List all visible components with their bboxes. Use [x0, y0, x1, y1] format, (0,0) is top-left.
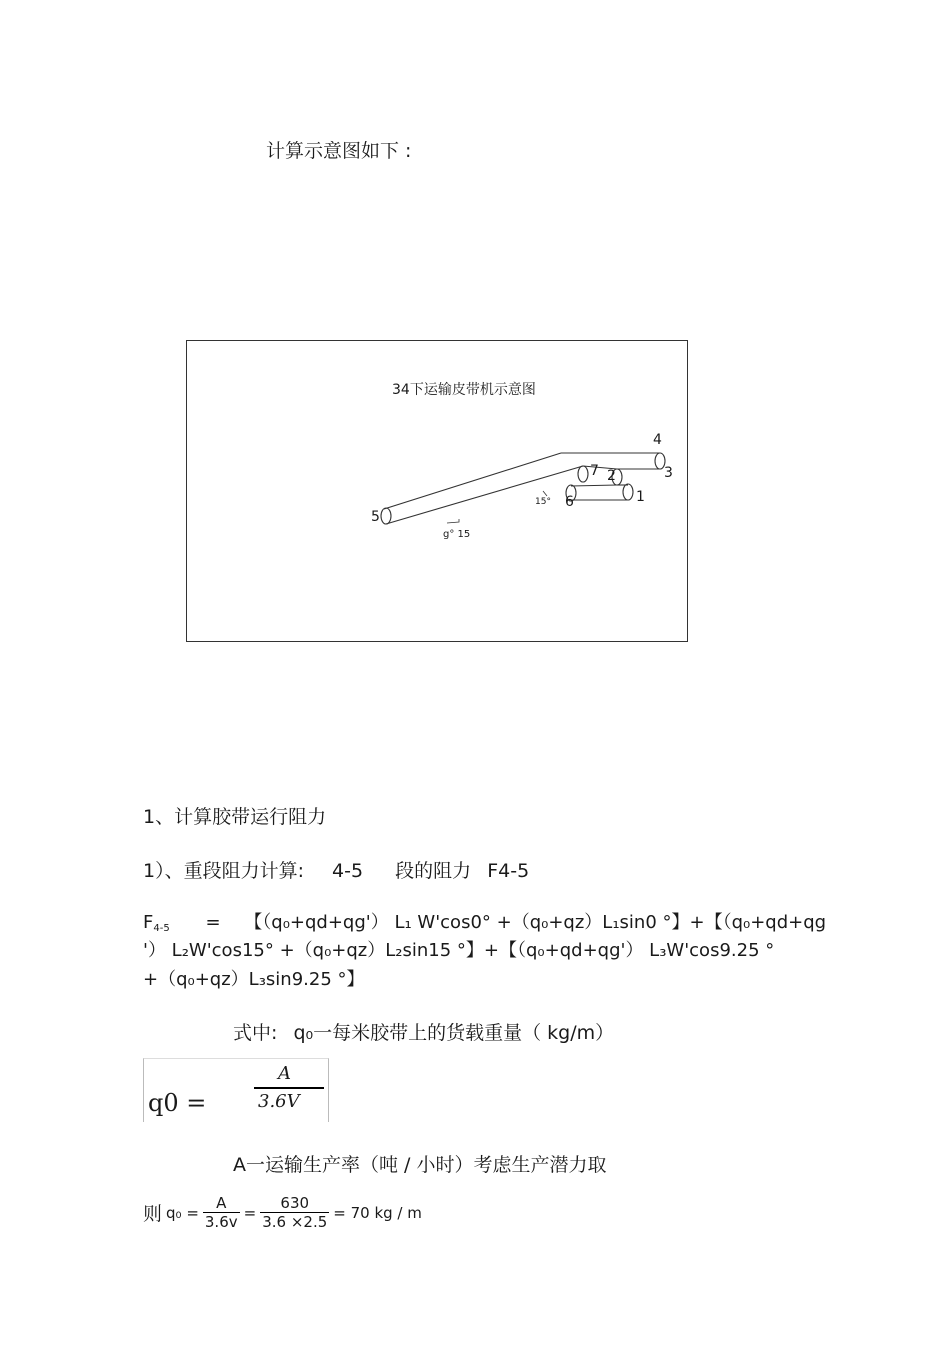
section-1-1-prefix: 1）、重段阻力计算: [143, 860, 304, 882]
calc-f1-num: A [203, 1194, 240, 1213]
section-heading-1: 1、计算胶带运行阻力 [143, 806, 327, 828]
section-1-1-force: F4-5 [487, 860, 530, 882]
q0-formula-num: A [278, 1063, 291, 1084]
section-heading-1-1 [143, 856, 529, 883]
label-4: 4 [653, 432, 662, 448]
pulley-1 [623, 484, 633, 500]
formula-line-2: '） L₂W'cos15° +（q₀+qz）L₂sin15 °】+【（q₀+qd+qg'） L₃W'cos9.25 ° [143, 940, 775, 961]
where-desc: 一每米胶带上的货载重量（ kg/m） [313, 1022, 615, 1044]
label-9-15: g° 15 [443, 529, 471, 540]
where-symbol: q₀ [293, 1022, 314, 1044]
calc-fraction-1 [203, 1194, 240, 1231]
calc-f1-den: 3.6v [204, 1213, 238, 1231]
page-heading: 计算示意图如下 : [266, 140, 412, 162]
section-1-1-seg: 4-5 [332, 860, 364, 882]
formula-line-1: $F_{4-5}$ = 【（q₀+qd+qg'） L₁ W'cos0° +（q₀+qz）L₁sin0 °】+【（q₀+qd+qg [143, 912, 827, 934]
diagram-title: 34下运输皮带机示意图 [392, 382, 536, 398]
belt-lower-line [386, 466, 583, 524]
calc-eq: = [243, 1203, 257, 1222]
formula-line-3: +（q₀+qz）L₃sin9.25 °】 [143, 969, 365, 990]
calc-prefix: 则 [143, 1203, 163, 1225]
formula-line-1-text: 【（q₀+qd+qg'） L₁ W'cos0° +（q₀+qz）L₁sin0 °】+【（q₀+qd+qg [244, 912, 827, 933]
conveyor-diagram [186, 340, 688, 642]
A-description: A一运输生产率（吨 / 小时）考虑生产潜力取 [233, 1154, 607, 1176]
label-2: 2 [607, 468, 616, 484]
label-6: 6 [565, 494, 574, 510]
q0-formula-image [143, 1058, 329, 1122]
label-5: 5 [371, 509, 380, 525]
where-prefix: 式中: [233, 1022, 278, 1044]
label-15-deg: 15° [535, 497, 551, 507]
label-1: 1 [636, 489, 645, 505]
where-line [233, 1018, 614, 1045]
calc-fraction-2 [260, 1194, 329, 1231]
calc-f2-num: 630 [260, 1194, 329, 1213]
label-7: 7 [590, 463, 599, 479]
q0-calculation [143, 1194, 422, 1231]
section-1-1-label: 段的阻力 [395, 860, 472, 882]
calc-result: = 70 kg / m [333, 1203, 422, 1222]
formula-F: F [143, 912, 154, 933]
formula-F-sub: 4-5 [153, 923, 170, 934]
pulley-5 [381, 508, 391, 524]
q0-formula-lhs: q0 = [148, 1089, 207, 1117]
pulley-7 [578, 466, 588, 482]
calc-lhs: q₀ = [166, 1203, 199, 1222]
label-3: 3 [664, 465, 673, 481]
q0-formula-bar [254, 1087, 324, 1089]
calc-f2-den: 3.6 ×2.5 [262, 1213, 328, 1231]
q0-formula-den: 3.6V [258, 1091, 300, 1112]
